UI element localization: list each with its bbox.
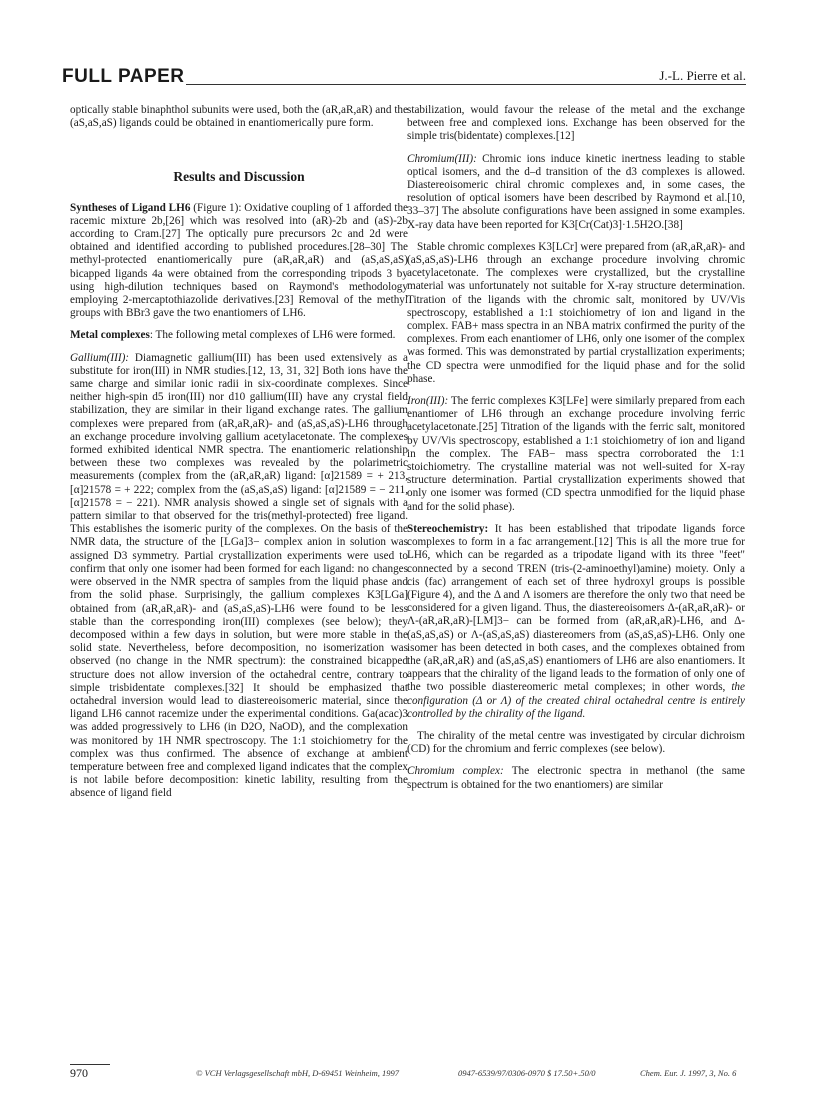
page-number: 970: [70, 1066, 88, 1080]
chromium-complex-paragraph: [407, 765, 745, 791]
chromium-paragraph-2: Stable chromic complexes K3[LCr] were prepared from (aR,aR,aR)- and (aS,aS,aS)-LH6 through an exchange procedure involving chromic acetylacetonate. The complexes were crystallized, but the crystalline material was unfortunately not suitable for X-ray structure determination. Titration of the ligands with the chromic salt, monitored by UV/Vis spectroscopy, established a 1:1 stoichiometry of ion and ligand in the complex. FAB+ mass spectra in an NBA matrix confirmed the purity of the complexes. From each enantiomer of LH6, only one isomer of the complex was formed. This was demonstrated by partial crystallization experiments; the CD spectra were unmodified for the liquid phase and for the solid phase.: [407, 240, 745, 385]
footer-rule: [70, 1064, 110, 1065]
metal-lead: Metal complexes: [70, 329, 150, 342]
iron-body: The ferric complexes K3[LFe] were similarly prepared from each enantiomer of LH6 through an exchange procedure involving ferric acetylacetonate.[25] Titration of the ligands with the ferric salt, monitored by UV/Vis spectroscopy, established a 1:1 stoichiometry of ion and ligand in the complex. The FAB− mass spectra corroborated the 1:1 stoichiometry. The crystalline material was not well-suited for X-ray structure determination. Partial crystallization experiments showed that only one isomer was formed (CD spectra unmodified for the liquid phase and for the solid phase).: [407, 395, 745, 513]
gallium-lead: Gallium(III):: [70, 351, 130, 364]
right-column: [407, 104, 745, 801]
syntheses-body: (Figure 1): Oxidative coupling of 1 afforded the racemic mixture 2b,[26] which was resolved into (aR)-2b and (aS)-2b according to Cram.[27] The optically pure precursors 2c and 2d were obtained and identified according to published procedures.[28–30] The methyl-protected enantiomerically pure (aR,aR,aR) and (aS,aS,aS) bicapped ligands 4a were obtained from the corresponding tripods 3 by using high-dilution techniques based on Raymond's methodology employing 2-mercaptothiazolide derivatives.[23] Removal of the methyl groups with BBr3 gave the two enantiomers of LH6.: [70, 201, 408, 320]
header-rule: [186, 84, 746, 85]
chromium-complex-body: The electronic spectra in methanol (the same spectrum is obtained for the two enantiomers) are similar: [407, 765, 745, 791]
syntheses-lead: Syntheses of Ligand LH6: [70, 201, 191, 214]
section-title: Results and Discussion: [173, 169, 305, 185]
chromium-lead: Chromium(III):: [407, 152, 477, 165]
syntheses-paragraph: [70, 202, 408, 321]
stereochemistry-paragraph: [407, 523, 745, 721]
stereochemistry-emphasis: the configuration (Δ or Λ) of the created chiral octahedral centre is entirely controlled by the chirality of the ligand.: [407, 681, 745, 720]
metal-body: : The following metal complexes of LH6 were formed.: [149, 329, 396, 342]
intro-paragraph: optically stable binaphthol subunits were used, both the (aR,aR,aR) and the (aS,aS,aS) ligands could be obtained in enantiomerically pure form.: [70, 104, 408, 130]
left-column: [70, 104, 408, 810]
footer-issn: 0947-6539/97/0306-0970 $ 17.50+.50/0: [458, 1068, 596, 1078]
chromium-paragraph: [407, 153, 745, 232]
gallium-paragraph: [70, 352, 408, 801]
metal-paragraph: [70, 329, 408, 342]
chromium-body: Chromic ions induce kinetic inertness leading to stable optical isomers, and the d–d transition of the d3 complexes is allowed. Diastereoisomeric chiral chromic complexes and, in some cases, the resolution of optical isomers have been described by Raymond et al.[10, 33–37] The absolute configurations have been assigned in some examples. X-ray data have been reported for K3[Cr(Cat)3]·1.5H2O.[38]: [407, 152, 745, 231]
stereochemistry-body: It has been established that tripodate ligands force complexes to form in a fac arrangement.[12] This is all the more true for LH6, which can be regarded as a tripodate ligand with its three "feet" connected by a second TREN (tris-(2-aminoethyl)amine) moiety. Only a cis (fac) arrangement of each set of three hydroxyl groups is possible (Figure 4), and the Δ and Λ isomers are therefore the only two that need be considered for a given ligand. Thus, the diastereoisomers Δ-(aR,aR,aR)- or Λ-(aR,aR,aR)-[LM]3− can be formed from (aR,aR,aR)-LH6, and Δ-(aS,aS,aS) or Λ-(aS,aS,aS) diastereomers from (aS,aS,aS)-LH6. Only one isomer has been detected in both cases, and the complexes obtained from the (aR,aR,aR) and (aS,aS,aS) enantiomers of LH6 are also enantiomers. It appears that the chirality of the ligand leads to the formation of only one of the two possible diastereomeric metal complexes; in other words,: [407, 522, 745, 694]
header-author: J.-L. Pierre et al.: [659, 68, 746, 83]
stereochemistry-lead: Stereochemistry:: [407, 522, 489, 535]
iron-lead: Iron(III):: [407, 395, 449, 408]
chirality-paragraph: The chirality of the metal centre was investigated by circular dichroism (CD) for the chromium and ferric complexes (see below).: [407, 729, 745, 756]
chromium-complex-lead: Chromium complex:: [407, 765, 504, 778]
gallium-body: Diamagnetic gallium(III) has been used extensively as a substitute for iron(III) in NMR studies.[12, 13, 31, 32] Both ions have the same charge and similar ionic radii in six-coordinate complexes. Since neither high-spin d5 iron(III) nor d10 gallium(III) have any crystal field stabilization, they are similar in their ligand exchange rates. The gallium complexes were prepared from (aR,aR,aR)- and (aS,aS,aS)-LH6 through an exchange procedure involving gallium acetylacetonate. The complexes formed exhibited identical NMR spectra. The enantiomeric relationship between these two complexes was revealed by the polarimetric measurements (complex from the (aR,aR,aR) ligand: [α]21589 = + 213, [α]21578 = + 222; complex from the (aS,aS,aS) ligand: [α]21589 = − 211, [α]21578 = − 221). NMR analysis showed a single set of signals with a pattern similar to that observed for the tris(methyl-protected) free ligand. This establishes the isomeric purity of the complexes. On the basis of the NMR data, the structure of the [LGa]3− complex anion in solution was assigned D3 symmetry. Partial crystallization experiments were used to confirm that only one isomer had been formed for each ligand: no changes were observed in the NMR spectra of samples from the liquid phase and from the solid phase. Surprisingly, the gallium complexes K3[LGa] obtained from (aR,aR,aR)- and (aS,aS,aS)-LH6 were found to be less stable than the corresponding iron(III) complexes (see below); they decomposed within a few days in solution, but were more stable in the solid state. Nevertheless, before decomposition, no isomerization was observed (no change in the NMR spectrum): the constrained bicapped structure does not allow inversion of the octahedral centre, contrary to simple trisbidentate complexes.[32] It should be emphasized that octahedral inversion would lead to diastereoisomeric material, since the ligand LH6 cannot racemize under the experimental conditions. Ga(acac)3 was added progressively to LH6 (in D2O, NaOD), and the complexation was monitored by 1H NMR spectroscopy. The 1:1 stoichiometry for the complex was thus confirmed. The absence of exchange at ambient temperature between free and complexed ligand indicates that the complex is not labile before decomposition: kinetic lability, resulting from the absence of ligand field: [70, 351, 408, 800]
footer-publisher: © VCH Verlagsgesellschaft mbH, D-69451 Weinheim, 1997: [196, 1068, 400, 1078]
footer-journal: Chem. Eur. J. 1997, 3, No. 6: [640, 1068, 737, 1078]
continuation-paragraph: stabilization, would favour the release of the metal and the exchange between free and complexed ions. Exchange has been observed for the simple tris(bidentate) complexes.[12]: [407, 104, 745, 143]
header-label: FULL PAPER: [62, 66, 185, 87]
iron-paragraph: [407, 395, 745, 514]
